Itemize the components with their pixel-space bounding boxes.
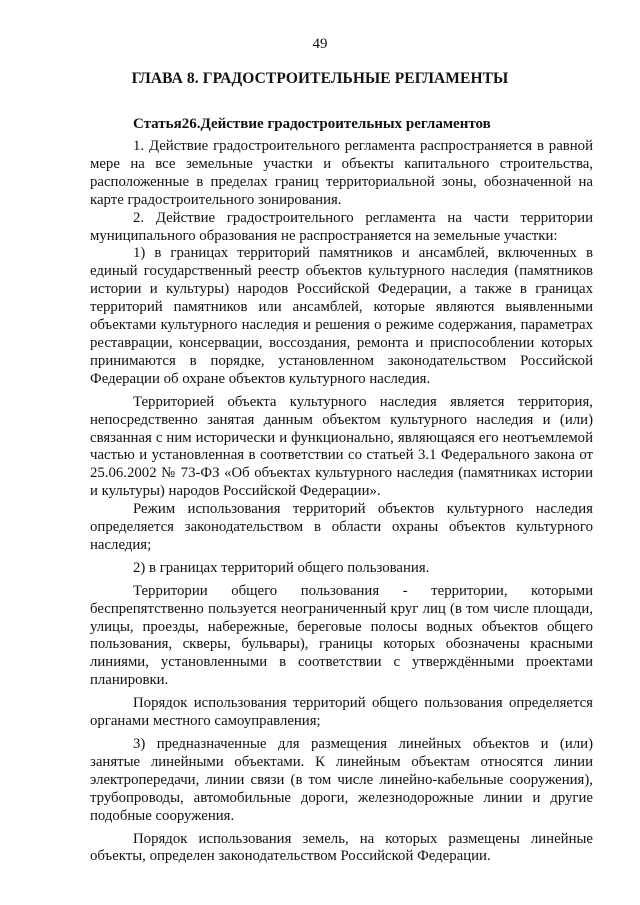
- paragraph: 2. Действие градостроительного регламента на части территории муниципального образования не распространяется на земельные участки:: [90, 209, 593, 244]
- paragraph: 1) в границах территорий памятников и ансамблей, включенных в единый государственный реестр объектов культурного наследия (памятников истории и культуры) народов Российской Федерации, а также в границах территорий памятников или ансамблей, которые являются выявленными объектами культурного наследия и решения о режиме содержания, параметрах реставрации, консервации, воссоздания, ремонта и приспособлении которых принимаются в порядке, установленном законодательством Российской Федерации об охране объектов культурного наследия.: [90, 245, 593, 387]
- article-body: [90, 138, 593, 866]
- paragraph: Порядок использования территорий общего пользования определяется органами местного самоуправления;: [90, 695, 593, 730]
- article-title: Статья26.Действие градостроительных регламентов: [133, 116, 491, 132]
- paragraph: 1. Действие градостроительного регламента распространяется в равной мере на все земельные участки и объекты капитального строительства, расположенные в пределах границ территориальной зоны, обозначенной на карте градостроительного зонирования.: [90, 138, 593, 208]
- paragraph: Порядок использования земель, на которых размещены линейные объекты, определен законодательством Российской Федерации.: [90, 830, 593, 865]
- paragraph: Территорией объекта культурного наследия является территория, непосредственно занятая данным объектом культурного наследия и (или) связанная с ним исторически и функционально, являющаяся его неотъемлемой частью и установленная в соответствии со статьей 3.1 Федерального закона от 25.06.2002 № 73-ФЗ «Об объектах культурного наследия (памятниках истории и культуры) народов Российской Федерации».: [90, 393, 593, 500]
- paragraph: Территории общего пользования - территории, которыми беспрепятственно пользуется неограниченный круг лиц (в том числе площади, улицы, проезды, набережные, береговые полосы водных объектов общего пользования, скверы, бульвары), границы которых обозначены красными линиями, установленными в соответствии с утверждёнными проектами планировки.: [90, 582, 593, 689]
- paragraph: Режим использования территорий объектов культурного наследия определяется законодательством в области охраны объектов культурного наследия;: [90, 501, 593, 553]
- paragraph: 2) в границах территорий общего пользования.: [133, 559, 430, 576]
- chapter-title: ГЛАВА 8. ГРАДОСТРОИТЕЛЬНЫЕ РЕГЛАМЕНТЫ: [131, 70, 509, 87]
- paragraph: 3) предназначенные для размещения линейных объектов и (или) занятые линейными объектами. К линейным объектам относятся линии электропередачи, линии связи (в том числе линейно-кабельные сооружения), трубопроводы, автомобильные дороги, железнодорожные линии и другие подобные сооружения.: [90, 736, 593, 824]
- page-number: 49: [312, 36, 328, 52]
